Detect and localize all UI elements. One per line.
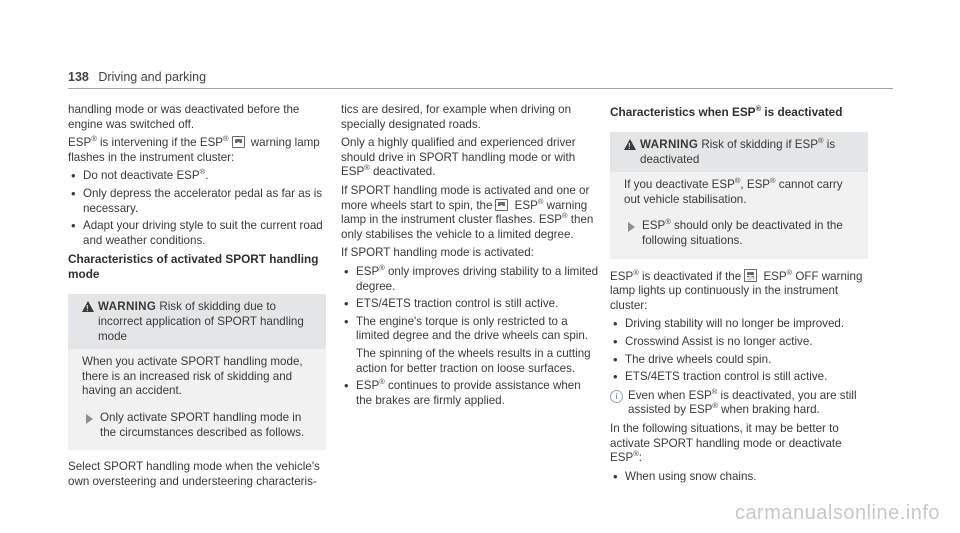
list-item: • Crosswind Assist is no longer active. (610, 335, 868, 350)
section-title: Driving and parking (98, 70, 207, 84)
column-2 (341, 103, 599, 412)
list-item: • Adapt your driving style to suit the current road and weather conditions. (68, 219, 326, 248)
paragraph: ESP® is deactivated if the OFF ESP® OFF warning lamp lights up continuously in the instrument cluster: (610, 267, 863, 312)
column-3 (610, 103, 868, 488)
section-heading: Characteristics when ESP® is deactivated (610, 104, 843, 119)
page-header (68, 70, 206, 84)
section-heading: Characteristics of activated SPORT handling mode (68, 252, 319, 282)
warning-title: WARNING (98, 300, 157, 314)
warning-body: When you activate SPORT handling mode, there is an increased risk of skidding and having an accident. (82, 355, 303, 398)
warning-title: WARNING (640, 138, 699, 151)
esp-off-lamp-icon: OFF (744, 269, 757, 282)
action-arrow-icon (628, 222, 635, 232)
warning-triangle-icon (82, 301, 94, 312)
warning-action: Only activate SPORT handling mode in the circumstances described as follows. (68, 403, 326, 450)
warning-body: If you deactivate ESP®, ESP® cannot carry out vehicle stabilisation. (624, 176, 843, 206)
bullet-list (610, 317, 868, 384)
list-item: • The drive wheels could spin. (610, 353, 868, 368)
list-item: • When using snow chains. (610, 470, 868, 485)
list-item: • ESP® continues to provide assistance when the brakes are firmly applied. (341, 379, 599, 408)
warning-triangle-icon (624, 139, 636, 150)
header-rule (68, 88, 893, 89)
warning-header: ! WARNING Risk of skidding if ESP® is deactivated (610, 132, 868, 172)
page-number: 138 (68, 70, 89, 84)
bullet-list (68, 169, 326, 248)
list-item: • ETS/4ETS traction control is still active. (341, 297, 599, 312)
paragraph: tics are desired, for example when driving on specially designated roads. (341, 103, 572, 131)
list-item: • Driving stability will no longer be improved. (610, 317, 868, 332)
paragraph: handling mode or was deactivated before the engine was switched off. (68, 103, 300, 131)
action-arrow-icon (86, 414, 93, 424)
list-item: • Only depress the accelerator pedal as far as is necessary. (68, 187, 326, 216)
list-item: • The engine's torque is only restricted to a limited degree and the drive wheels can spin. The spinning of the wheels results in a cutting action for better traction on loose surfaces. (341, 315, 599, 376)
paragraph: Select SPORT handling mode when the vehicle's own oversteering and understeering characteris- (68, 460, 320, 488)
list-item: • Do not deactivate ESP®. (68, 169, 326, 184)
paragraph: If SPORT handling mode is activated and one or more wheels start to spin, the ESP® warning lamp in the instrument cluster flashes. ESP® then only stabilises the vehicle to a limited degree. (341, 183, 594, 241)
bullet-list (610, 470, 868, 485)
esp-warning-lamp-icon (495, 199, 508, 211)
warning-box (68, 294, 326, 450)
paragraph: ESP® is intervening if the ESP® warning lamp flashes in the instrument cluster: (68, 134, 320, 164)
column-1 (68, 103, 326, 493)
esp-warning-lamp-icon (232, 136, 245, 148)
warning-header: ! WARNING Risk of skidding due to incorrect application of SPORT handling mode (68, 294, 326, 349)
paragraph: Only a highly qualified and experienced driver should drive in SPORT handling mode or with ESP® deactivated. (341, 136, 576, 179)
warning-box (610, 132, 868, 259)
warning-action: ESP® should only be deactivated in the following situations. (610, 211, 868, 258)
bullet-list (341, 262, 599, 408)
info-note: i Even when ESP® is deactivated, you are still assisted by ESP® when braking hard. (610, 389, 868, 418)
paragraph: In the following situations, it may be better to activate SPORT handling mode or deactivate ESP®: (610, 421, 842, 465)
info-icon: i (610, 390, 623, 403)
watermark: carmanualsonline.info (734, 502, 940, 524)
list-item: • ETS/4ETS traction control is still active. (610, 370, 868, 385)
list-item: • ESP® only improves driving stability to a limited degree. (341, 265, 599, 294)
paragraph: If SPORT handling mode is activated: (341, 246, 534, 260)
